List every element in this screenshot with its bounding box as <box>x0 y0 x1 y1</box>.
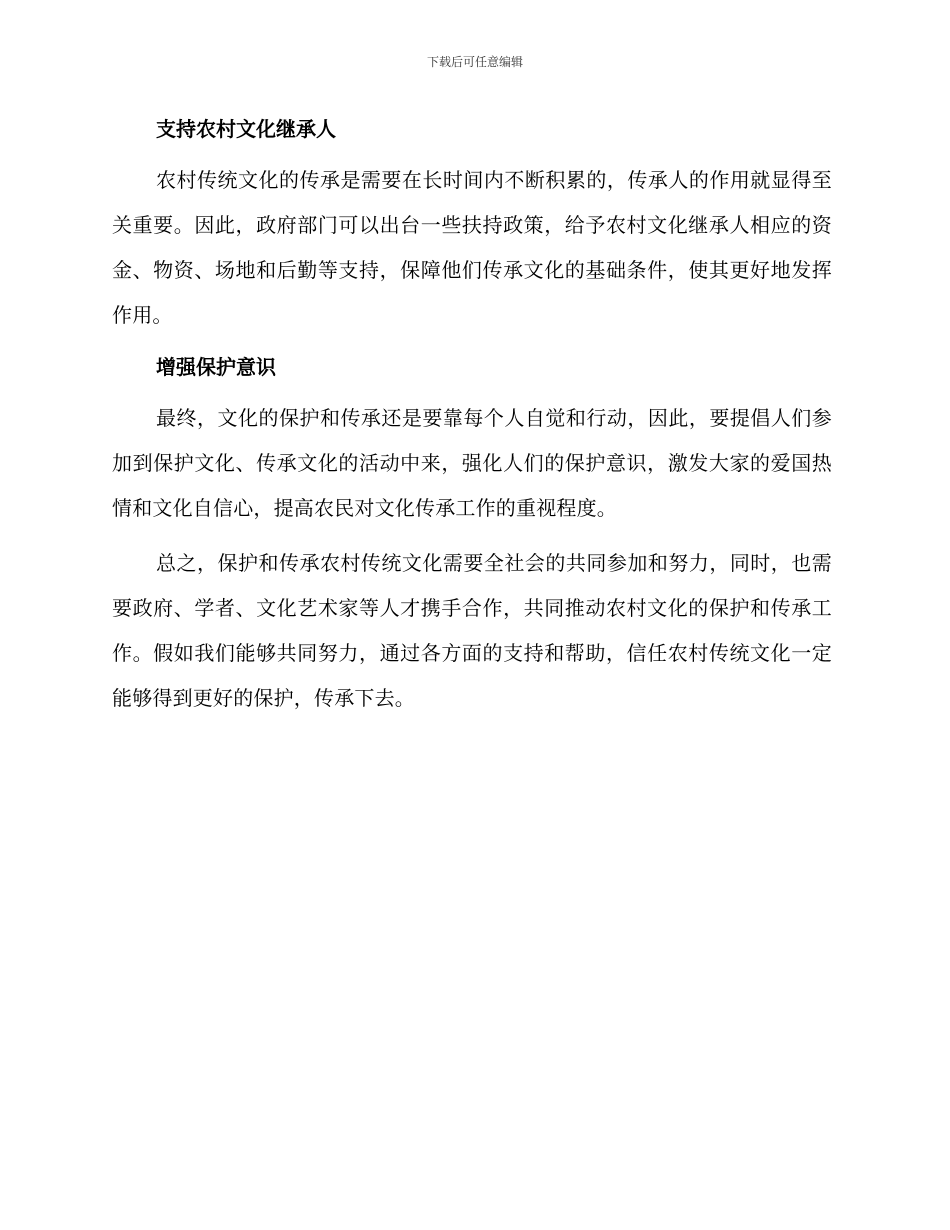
section-heading-inheritors: 支持农村文化继承人 <box>156 117 336 141</box>
section-heading-awareness: 增强保护意识 <box>156 355 276 379</box>
paragraph-inheritors: 农村传统文化的传承是需要在长时间内不断积累的，传承人的作用就显得至关重要。因此，政府部门可以出台一些扶持政策，给予农村文化继承人相应的资金、物资、场地和后勤等支持，保障他们传承文化的基础条件，使其更好地发挥作用。 <box>112 168 832 327</box>
page-header-note: 下载后可任意编辑 <box>426 55 523 69</box>
paragraph-conclusion: 总之，保护和传承农村传统文化需要全社会的共同参加和努力，同时，也需要政府、学者、文化艺术家等人才携手合作，共同推动农村文化的保护和传承工作。假如我们能够共同努力，通过各方面的支持和帮助，信任农村传统文化一定能够得到更好的保护，传承下去。 <box>112 551 832 710</box>
paragraph-awareness: 最终，文化的保护和传承还是要靠每个人自觉和行动，因此，要提倡人们参加到保护文化、传承文化的活动中来，强化人们的保护意识，激发大家的爱国热情和文化自信心，提高农民对文化传承工作的重视程度。 <box>112 406 832 520</box>
document-body <box>112 110 832 721</box>
